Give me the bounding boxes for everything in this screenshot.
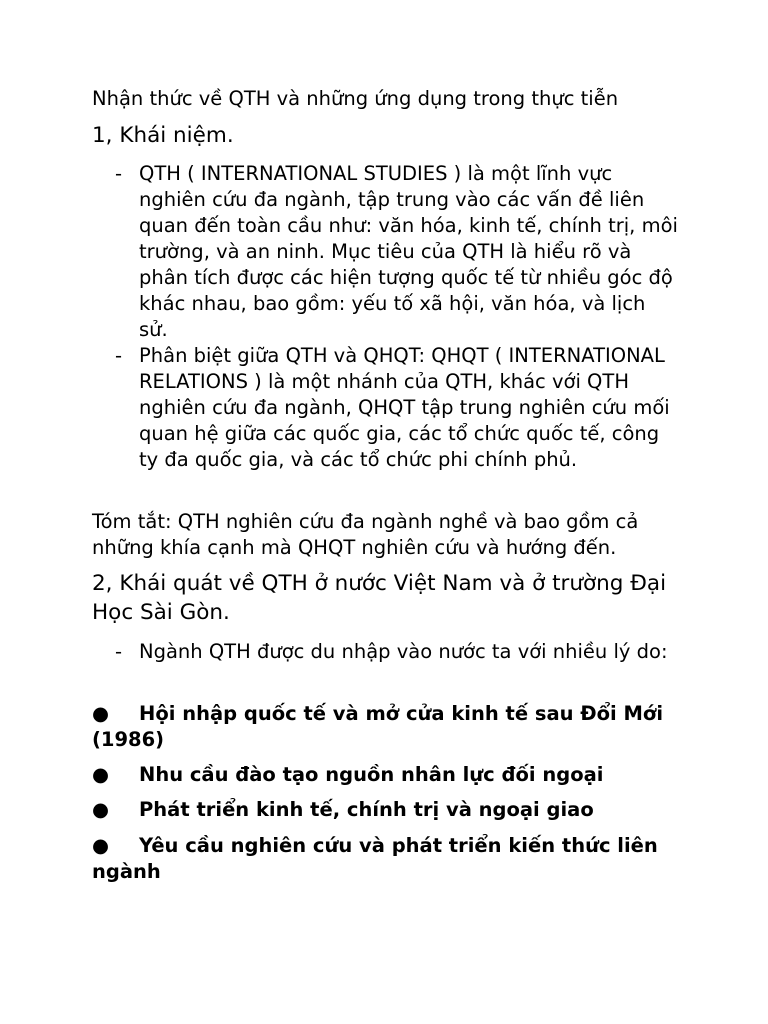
bullet-icon: ●	[92, 763, 110, 786]
list-item	[115, 639, 680, 665]
bullet-item	[92, 797, 682, 823]
bullet-icon: ●	[92, 702, 110, 725]
bullet-icon: ●	[92, 834, 110, 857]
list-item-text: Phân biệt giữa QTH và QHQT: QHQT ( INTERNATIONAL RELATIONS ) là một nhánh của QTH, khác với QTH nghiên cứu đa ngành, QHQT tập trung nghiên cứu mối quan hệ giữa các quốc gia, các tổ chức quốc tế, công ty đa quốc gia, và các tổ chức phi chính phủ.	[139, 344, 670, 471]
bullet-text: Nhu cầu đào tạo nguồn nhân lực đối ngoại	[139, 763, 604, 786]
list-item-text: Ngành QTH được du nhập vào nước ta với nhiều lý do:	[139, 640, 668, 663]
section-1-heading: 1, Khái niệm.	[92, 123, 234, 148]
list-item	[115, 343, 680, 473]
dash-marker: -	[115, 162, 123, 185]
summary-paragraph: Tóm tắt: QTH nghiên cứu đa ngành nghề và bao gồm cả những khía cạnh mà QHQT nghiên cứu và hướng đến.	[92, 510, 639, 559]
bullet-item	[92, 701, 682, 753]
bullet-item	[92, 833, 682, 885]
bullet-icon: ●	[92, 798, 110, 821]
document-title: Nhận thức về QTH và những ứng dụng trong thực tiễn	[92, 87, 619, 110]
list-item	[115, 161, 680, 343]
bullet-text: Hội nhập quốc tế và mở cửa kinh tế sau Đổi Mới (1986)	[92, 702, 664, 751]
dash-marker: -	[115, 344, 123, 367]
dash-marker: -	[115, 640, 123, 663]
bullet-text: Phát triển kinh tế, chính trị và ngoại giao	[139, 798, 594, 821]
bullet-item	[92, 762, 682, 788]
list-item-text: QTH ( INTERNATIONAL STUDIES ) là một lĩnh vực nghiên cứu đa ngành, tập trung vào các vấn đề liên quan đến toàn cầu như: văn hóa, kinh tế, chính trị, môi trường, và an ninh. Mục tiêu của QTH là hiểu rõ và phân tích được các hiện tượng quốc tế từ nhiều góc độ khác nhau, bao gồm: yếu tố xã hội, văn hóa, và lịch sử.	[139, 162, 678, 341]
section-2-heading: 2, Khái quát về QTH ở nước Việt Nam và ở trường Đại Học Sài Gòn.	[92, 571, 667, 625]
bullet-text: Yêu cầu nghiên cứu và phát triển kiến thức liên ngành	[92, 834, 658, 883]
